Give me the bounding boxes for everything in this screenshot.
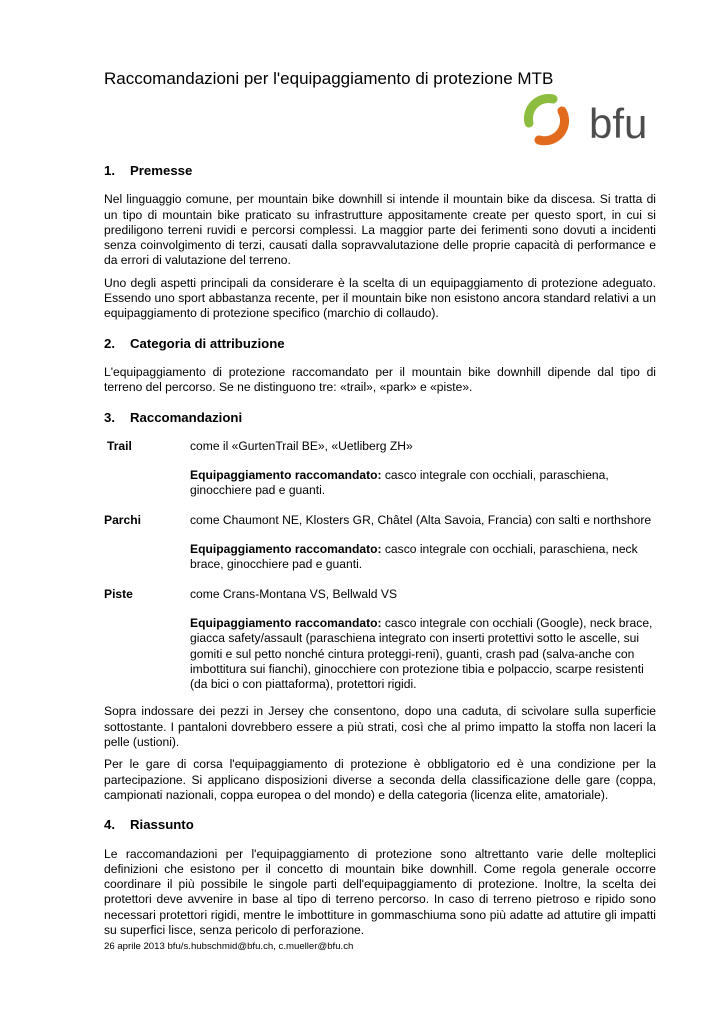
recommendation-label: Parchi — [104, 512, 141, 527]
equipment-label: Equipaggiamento raccomandato: — [190, 468, 382, 483]
section-number: 4. — [104, 817, 115, 833]
paragraph: Uno degli aspetti principali da considerare è la scelta di un equipaggiamento di protezione adeguato. Essendo uno sport abbastanza recente, per il mountain bike non esistono ancora standard relativi a un equipaggiamento di protezione specifico (marchio di collaudo). — [104, 275, 656, 321]
bfu-logo — [517, 86, 662, 148]
paragraph: Nel linguaggio comune, per mountain bike downhill si intende il mountain bike da discesa. Si tratta di un tipo di mountain bike praticato su infrastrutture appositamente create per questo sport, in cui si prediligono terreni ruvidi e percorsi complessi. La maggior parte dei ferimenti sono dovuti a incidenti senza coinvolgimento di terzi, causati dalla sopravvalutazione delle proprie capacità di performance e da errori di valutazione del terreno. — [104, 192, 656, 268]
paragraph: L'equipaggiamento di protezione raccomandato per il mountain bike downhill dipende dal tipo di terreno del percorso. Se ne distinguono tre: «trail», «park» e «piste». — [104, 364, 656, 395]
section-heading-riassunto — [104, 817, 656, 832]
section-title: Raccomandazioni — [130, 409, 243, 425]
paragraph: Sopra indossare dei pezzi in Jersey che consentono, dopo una caduta, di scivolare sulla superficie sottostante. I pantaloni dovrebbero essere a più strati, così che al primo impatto la stoffa non laceri la pelle (ustioni). — [104, 704, 656, 750]
equipment-text: casco integrale con occhiali, paraschiena, neck brace, ginocchiere pad e guanti. — [190, 542, 638, 572]
section-number: 3. — [104, 409, 115, 425]
recommendation-body — [190, 439, 656, 499]
section-heading-raccomandazioni — [104, 410, 656, 425]
equipment-label: Equipaggiamento raccomandato: — [190, 542, 382, 557]
recommendation-label: Trail — [107, 438, 132, 453]
equipment-label: Equipaggiamento raccomandato: — [190, 615, 382, 630]
section-title: Categoria di attribuzione — [130, 335, 285, 351]
logo-text: bfu — [589, 100, 648, 147]
document-title: Raccomandazioni per l'equipaggiamento di protezione MTB — [104, 69, 554, 88]
section-heading-premesse — [104, 163, 656, 178]
equipment-text: casco integrale con occhiali (Google), neck brace, giacca safety/assault (paraschiena integrato con inserti protettivi sotto le ascelle, sui gomiti e sul petto nonché cintura proteggi-reni), guanti, crash pad (salva-anche con imbottitura sui fianchi), ginocchiere con protezione tibia e polpaccio, scarpe resistenti (da bici o con piattaforma), protettori rigidi. — [190, 615, 653, 692]
document-body — [104, 163, 656, 938]
recommendation-equipment — [190, 616, 656, 692]
recommendation-label: Piste — [104, 586, 133, 601]
recommendation-example: come Chaumont NE, Klosters GR, Châtel (Alta Savoia, Francia) con salti e northshore — [190, 512, 652, 527]
section-number: 1. — [104, 163, 115, 178]
section-title: Premesse — [130, 163, 193, 178]
recommendation-piste — [104, 587, 656, 693]
recommendation-equipment — [190, 542, 656, 573]
paragraph: Le raccomandazioni per l'equipaggiamento di protezione sono altrettanto varie delle molteplici definizioni che esistono per il concetto di mountain bike downhill. Come regola generale occorre coordinare il più possibile le singole parti dell'equipaggiamento di protezione. Inoltre, la scelta dei protettori deve avvenire in base al tipo di terreno percorso. In caso di terreno pietroso e ripido sono necessari protettori rigidi, mentre le imbottiture in gommaschiuma sono più adatte ad attutire gli impatti su superfici lisce, senza pericolo di perforazione. — [104, 846, 656, 937]
recommendation-parchi — [104, 513, 656, 573]
recommendation-example: come Crans-Montana VS, Bellwald VS — [190, 586, 398, 601]
section-heading-categoria — [104, 336, 656, 351]
logo-orange-arc — [539, 111, 565, 141]
section-title: Riassunto — [130, 817, 194, 833]
recommendation-trail — [104, 439, 656, 499]
recommendation-example: come il «GurtenTrail BE», «Uetliberg ZH» — [190, 438, 413, 453]
section-number: 2. — [104, 335, 115, 351]
paragraph: Per le gare di corsa l'equipaggiamento di protezione è obbligatorio ed è una condizione per la partecipazione. Si applicano disposizioni diverse a seconda della classificazione delle gare (coppa, campionati nazionali, coppa europea o del mondo) e della categoria (licenza elite, amatoriale). — [104, 757, 656, 802]
recommendation-body — [190, 587, 656, 693]
recommendation-body — [190, 513, 656, 573]
logo-green-arc — [528, 98, 553, 123]
recommendation-equipment — [190, 468, 656, 499]
footer: 26 aprile 2013 bfu/s.hubschmid@bfu.ch, c.mueller@bfu.ch — [104, 941, 354, 952]
equipment-text: casco integrale con occhiali, paraschiena, ginocchiere pad e guanti. — [190, 468, 609, 498]
